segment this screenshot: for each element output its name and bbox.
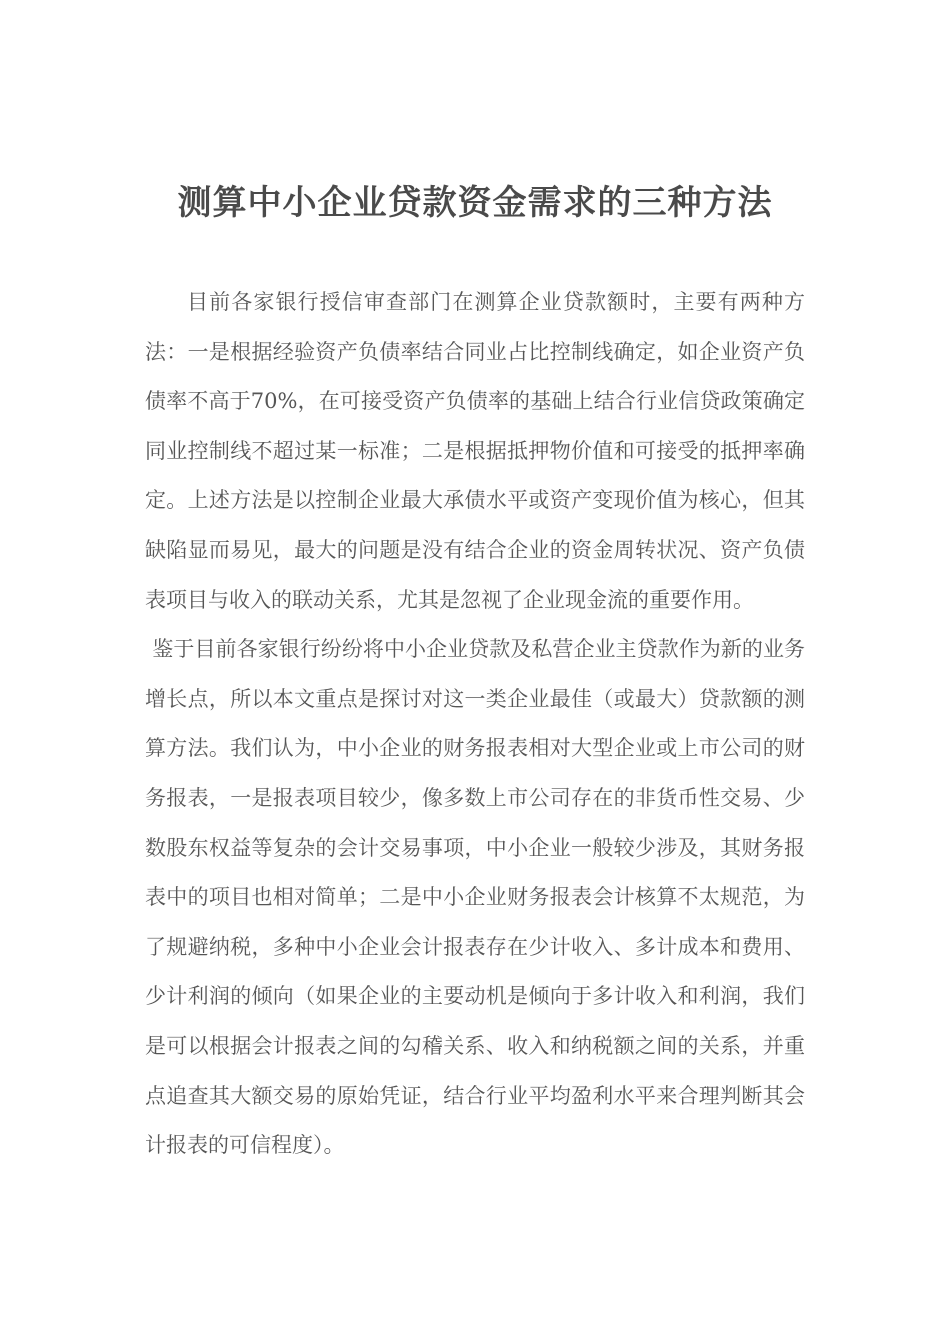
document-body xyxy=(145,278,805,1171)
document-title: 测算中小企业贷款资金需求的三种方法 xyxy=(177,183,773,223)
paragraph-2: 鉴于目前各家银行纷纷将中小企业贷款及私营企业主贷款作为新的业务增长点，所以本文重点是探讨对这一类企业最佳（或最大）贷款额的测算方法。我们认为，中小企业的财务报表相对大型企业或上市公司的财务报表，一是报表项目较少，像多数上市公司存在的非货币性交易、少数股东权益等复杂的会计交易事项，中小企业一般较少涉及，其财务报表中的项目也相对简单；二是中小企业财务报表会计核算不太规范，为了规避纳税，多种中小企业会计报表存在少计收入、多计成本和费用、少计利润的倾向（如果企业的主要动机是倾向于多计收入和利润，我们是可以根据会计报表之间的勾稽关系、收入和纳税额之间的关系，并重点追查其大额交易的原始凭证，结合行业平均盈利水平来合理判断其会计报表的可信程度）。 xyxy=(145,637,805,1158)
paragraph-1: 目前各家银行授信审查部门在测算企业贷款额时，主要有两种方法：一是根据经验资产负债率结合同业占比控制线确定，如企业资产负债率不高于70%，在可接受资产负债率的基础上结合行业信贷政策确定同业控制线不超过某一标准；二是根据抵押物价值和可接受的抵押率确定。上述方法是以控制企业最大承债水平或资产变现价值为核心，但其缺陷显而易见，最大的问题是没有结合企业的资金周转状况、资产负债表项目与收入的联动关系，尤其是忽视了企业现金流的重要作用。 xyxy=(145,290,805,612)
